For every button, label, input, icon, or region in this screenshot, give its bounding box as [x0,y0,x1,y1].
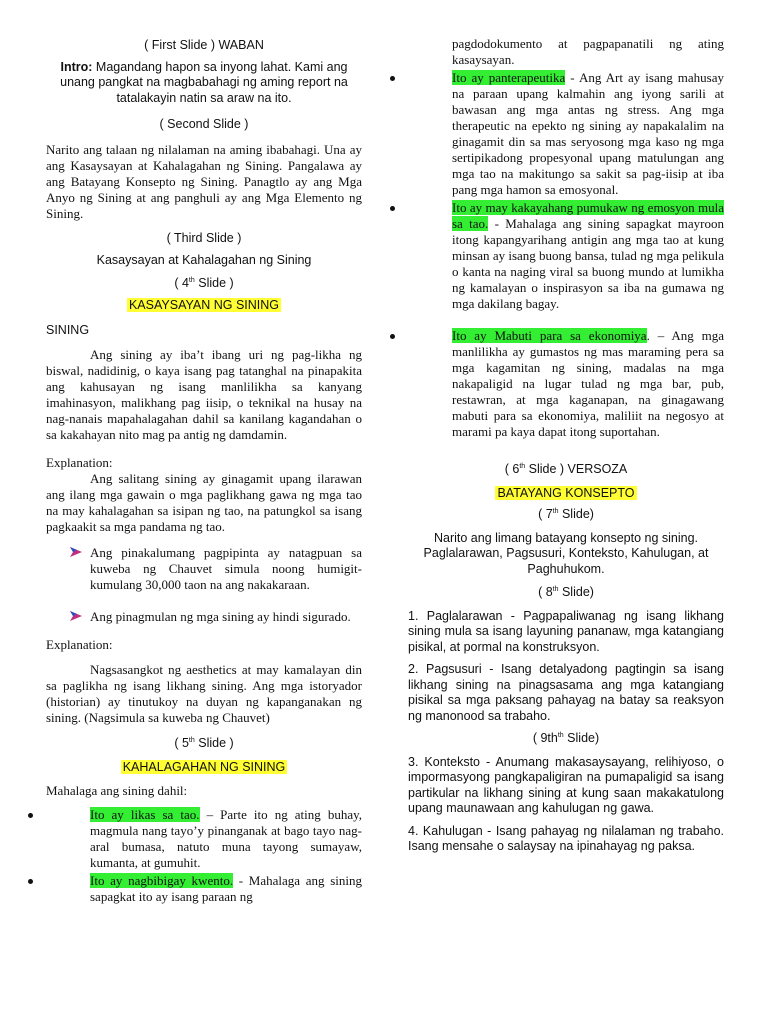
kasaysayan-heading: KASAYSAYAN NG SINING [128,298,280,312]
fourth-slide-pre: ( 4 [174,275,189,290]
bullet-item [46,873,362,905]
bullet-highlight: Ito ay Mabuti para sa ekonomiya [452,328,647,343]
intro-label: Intro: [60,59,93,74]
arrow-item-text: Ang pinakalumang pagpipinta ay natagpuan sa kuweba ng Chauvet simula noong humigit-kumulang 30,000 taon na ang nakakaraan. [90,545,362,592]
concept-item-3: 3. Konteksto - Anumang makasaysayang, relihiyoso, o impormasyong pangkapaligiran na pumapaligid sa isang partikular na likhang sining at kung saan makakatulong upang maunawaan ang kahulugan ng gawa. [408,754,724,815]
first-slide-heading: ( First Slide ) WABAN [144,38,264,52]
intro-paragraph [46,60,362,107]
seventh-slide-text: Narito ang limang batayang konsepto ng sining. Paglalarawan, Pagsusuri, Konteksto, Kahulugan, at Paghuhukom. [423,530,709,576]
eighth-slide-sup: th [552,585,559,593]
explanation-1-label: Explanation: [46,455,113,470]
ninth-slide-sup: th [557,731,564,739]
bullet-highlight: Ito ay may kakayahang pumukaw ng emosyon mula sa tao. [452,200,724,231]
ninth-slide-pre: ( 9th [532,731,558,745]
sixth-slide-sup: th [519,462,526,470]
mahalaga-text: Mahalaga ang sining dahil: [46,783,188,798]
fifth-slide-sup: th [188,736,195,744]
seventh-slide-pre: ( 7 [538,507,553,521]
fifth-slide-post: Slide ) [194,736,234,750]
kahalagahan-heading-row [46,760,362,776]
ninth-slide-heading [408,731,724,747]
explanation-2-text: Nagsasangkot ng aesthetics at may kamalayan din sa paglikha ng isang likhang sining. Ang mga istoryador (historian) ay tinutukoy na duyan ng kapanganakan ng sining. (Nagsimula sa kuweba ng Chauvet) [46,662,362,725]
eighth-slide-post: Slide) [558,585,594,599]
arrow-list [46,545,362,625]
kasaysayan-heading-row [46,298,362,314]
third-slide-heading: ( Third Slide ) [166,230,242,245]
bullet-item [46,807,362,871]
eighth-slide-pre: ( 8 [538,585,553,599]
bullet-text: - Mahalaga ang sining sapagkat ito ay isang paraan ng [90,873,362,904]
continued-text: pagdodokumento at pagpapanatili ng ating kasaysayan. [452,36,724,67]
sixth-slide-post: Slide ) VERSOZA [525,462,628,476]
bullet-text: - Ang Art ay isang mahusay na paraan upang kalmahin ang iyong sarili at bawasan ang mga antas ng stress. Ang mga therapeutic na epekto ng sining ay napakalalim na ginagamit din sa mas seryosong mga kaso ng mga sertipikadong propesyonal upang matulungan ang mga tao na makitungo sa sakit sa pag-iisip at iba pang mga hamon sa emosyonal. [452,70,724,197]
concept-item-4: 4. Kahulugan - Isang pahayag ng nilalaman ng trabaho. Isang mensahe o salaysay na ipinahayag ng paksa. [408,823,724,853]
right-column [408,36,724,855]
fifth-slide-heading [46,736,362,752]
seventh-slide-heading [408,507,724,523]
seventh-slide-post: Slide) [558,507,594,521]
eighth-slide-heading [408,585,724,601]
fourth-slide-heading [46,276,362,292]
bullet-item [408,200,724,312]
sining-label: SINING [46,322,90,337]
fourth-slide-sup: th [188,276,195,284]
fifth-slide-pre: ( 5 [174,736,189,750]
explanation-1-text: Ang salitang sining ay ginagamit upang ilarawan ang ilang mga gawain o mga paglikhang gawa ng mga tao na may kahalagahan sa isipan ng tao, na patungkol sa isang pagkaakit sa mga pandama ng tao. [46,471,362,534]
bullet-highlight: Ito ay panterapeutika [452,70,566,85]
left-column [46,38,362,905]
ninth-slide-post: Slide) [563,731,600,745]
fourth-slide-post: Slide ) [194,275,234,290]
arrow-list-item [46,609,362,625]
second-slide-text: Narito ang talaan ng nilalaman na aming ibabahagi. Una ay ang Kasaysayan at Kahalagahan ng Sining. Pangalawa ay ang Batayang Konsepto ng Sining. Panagtlo ay ang Mga Anyo ng Sining at ang panghuli ay ang Mga Elemento ng Sining. [46,141,362,221]
right-bullets [408,70,724,440]
sixth-slide-pre: ( 6 [504,462,520,476]
arrow-list-item [46,545,362,593]
bullet-text: - Mahalaga ang sining sapagkat mayroon itong kapangyarihang antigin ang mga tao at kung minsan ay isang buong bansa, tulad ng mga pelikula o kanta na naging viral sa buong mundo at lumikha ng kamalayan o inspirasyon sa iba na gumawa ng mga dakilang bagay. [452,216,724,311]
arrow-bullet-icon [70,547,82,557]
bullet-highlight: Ito ay likas sa tao. [90,807,200,822]
bullet-text: – Parte ito ng ating buhay, magmula nang tayo’y pinanganak at bago tayo nag-aral bumasa, natuto muna tayong sumayaw, kumanta, at gumuhit. [90,807,362,870]
second-slide-heading: ( Second Slide ) [159,117,249,131]
concept-item-2: 2. Pagsusuri - Isang detalyadong pagtingin sa isang likhang sining na pinagsasama ang mga katangiang pisikal sa mga paksang pahayag na batay sa reaksyon ng manonood sa trabaho. [408,662,724,723]
explanation-2-label: Explanation: [46,637,113,652]
kahalagahan-heading: KAHALAGAHAN NG SINING [122,759,286,774]
sining-text: Ang sining ay iba’t ibang uri ng pag-likha ng biswal, nadidinig, o kaya isang pag tatanghal na pinapakita ang kahusayan ng isang manlilikha sa kanyang imahinasyon, malikhang pag iisip, o teknikal na husay na nag-nanais mapahalagahan dahil sa kanilang kagandahan o sa kakahayan nito mag pa antig ng damdamin. [46,347,362,442]
bullet-item [408,70,724,198]
intro-text: Magandang hapon sa inyong lahat. Kami ang unang pangkat na magbabahagi ng aming report na tatalakayin natin sa araw na ito. [60,59,348,105]
arrow-bullet-icon [70,611,82,621]
concept-item-1: 1. Paglalarawan - Pagpapaliwanag ng isang likhang sining mula sa isang layuning pananaw, mga katangiang pisikal, at pormal na konstruksyon. [408,608,724,654]
third-slide-text: Kasaysayan at Kahalagahan ng Sining [96,253,312,267]
bullet-text: . – Ang mga manlilikha ay gumastos ng mas maraming pera sa mga kagamitan ng sining, madalas na mga nakapaligid na lugar tulad ng mga bar, pub, restawran, at mga kaganapan, na ginagawang mabuti para sa ekonomiya, maliliit na negosyo at marami pa kaya dapat itong suportahan. [452,328,724,439]
batayang-heading: BATAYANG KONSEPTO [497,485,635,500]
bullet-highlight: Ito ay nagbibigay kwento. [90,873,234,888]
batayang-heading-row [408,486,724,502]
sixth-slide-heading [408,462,724,478]
kahalagahan-bullets [46,807,362,905]
seventh-slide-sup: th [552,507,559,515]
arrow-item-text: Ang pinagmulan ng mga sining ay hindi sigurado. [90,609,351,624]
bullet-item [408,328,724,440]
